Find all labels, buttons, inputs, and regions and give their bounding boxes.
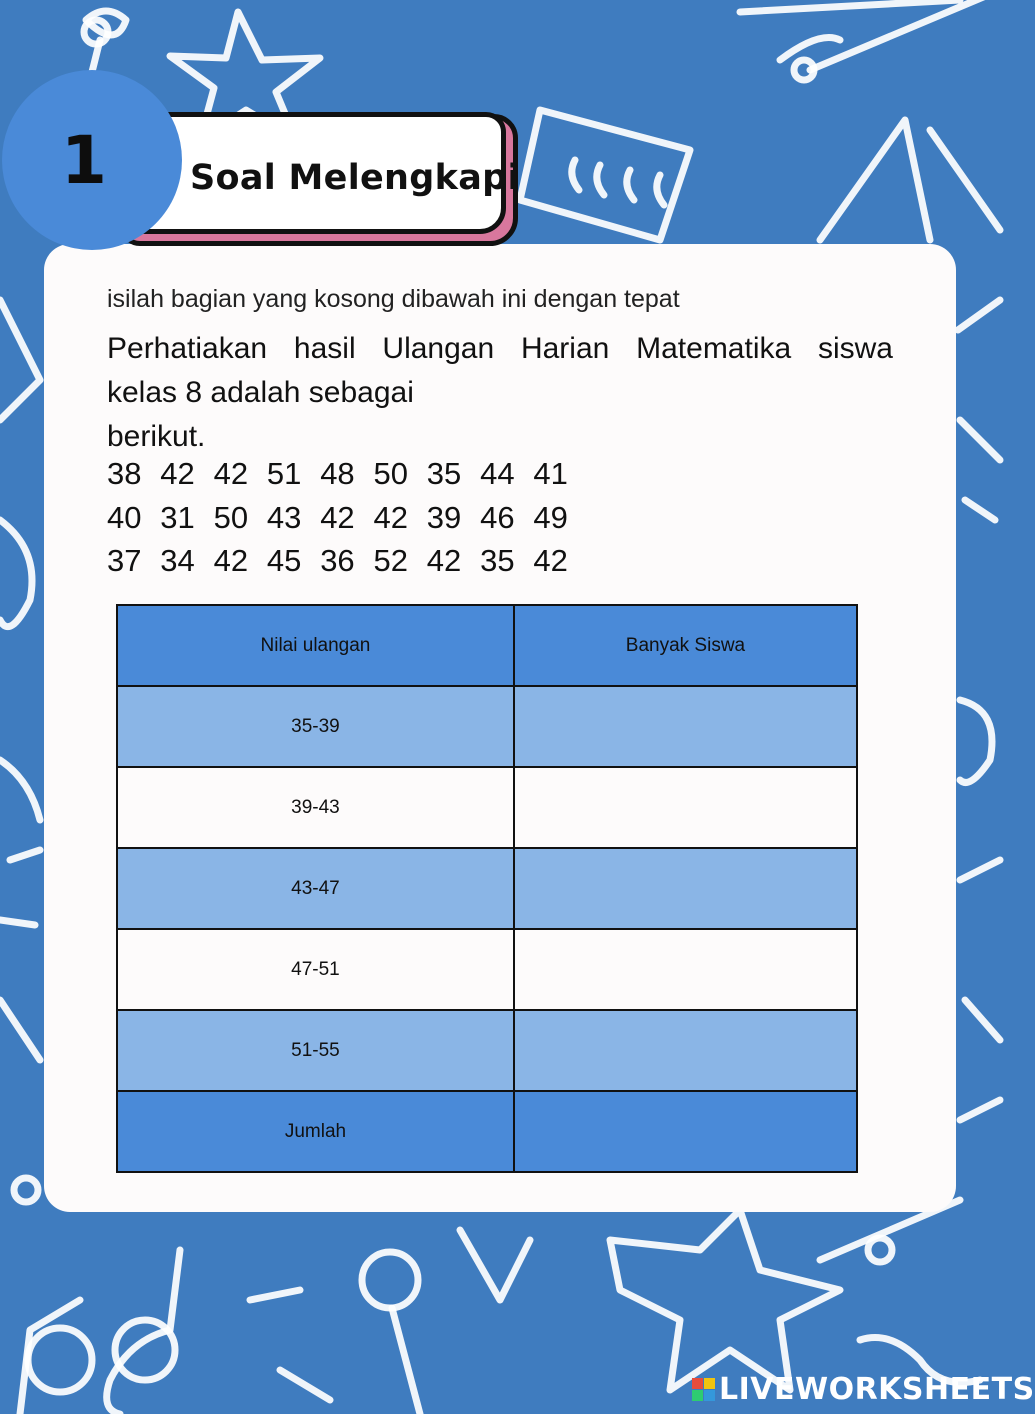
score-value: 45 [266,543,302,578]
paragraph-line-3: berikut. [107,420,206,453]
interval-cell: 47-51 [117,929,514,1010]
score-value: 36 [320,543,355,578]
liveworksheets-logo [692,1372,1035,1407]
interval-cell: 35-39 [117,686,514,767]
table-header-row [117,605,857,686]
table-row [117,1010,857,1091]
score-value: 51 [266,456,302,491]
count-input-cell[interactable] [514,848,857,929]
score-row [107,543,587,587]
score-value: 37 [107,543,142,578]
section-title: Soal Melengkapi [190,158,520,198]
score-value: 42 [373,499,408,535]
score-value: 35 [426,456,462,491]
score-value: 46 [480,499,515,535]
count-input-cell[interactable] [514,686,857,767]
score-row [107,500,587,544]
paragraph-line-2: kelas 8 adalah sebagai [107,376,414,409]
score-value: 31 [160,499,195,535]
score-value: 42 [320,499,355,535]
column-header-count: Banyak Siswa [514,605,857,686]
score-value: 42 [213,543,249,578]
problem-paragraph [107,327,893,459]
liveworksheets-wordmark: LIVEWORKSHEETS [719,1372,1035,1407]
total-label: Jumlah [117,1091,514,1172]
score-value: 52 [373,543,408,578]
interval-cell: 39-43 [117,767,514,848]
score-data [107,456,587,587]
table-total-row [117,1091,857,1172]
count-input-cell[interactable] [514,767,857,848]
score-row [107,456,587,500]
count-input-cell[interactable] [514,1010,857,1091]
score-value: 43 [266,499,302,535]
score-value: 48 [320,456,355,491]
score-value: 42 [213,456,249,491]
score-value: 42 [160,456,195,491]
table-row [117,929,857,1010]
count-input-cell[interactable] [514,929,857,1010]
interval-cell: 51-55 [117,1010,514,1091]
score-value: 49 [533,499,568,535]
total-input-cell[interactable] [514,1091,857,1172]
score-value: 50 [213,499,249,535]
liveworksheets-icon [692,1378,716,1402]
score-value: 38 [107,456,142,491]
instruction-text: isilah bagian yang kosong dibawah ini dengan tepat [107,285,680,313]
table-row [117,848,857,929]
score-value: 40 [107,499,142,535]
score-value: 50 [373,456,408,491]
paragraph-line-1: Perhatiakan hasil Ulangan Harian Matematika siswa [107,332,893,365]
score-value: 34 [160,543,195,578]
score-value: 42 [426,543,462,578]
table-row [117,767,857,848]
score-value: 35 [480,543,515,578]
question-number: 1 [61,121,107,199]
interval-cell: 43-47 [117,848,514,929]
score-value: 42 [533,543,568,578]
table-row [117,686,857,767]
score-value: 44 [480,456,515,491]
column-header-score: Nilai ulangan [117,605,514,686]
frequency-table [116,604,858,1173]
score-value: 41 [533,456,568,491]
score-value: 39 [426,499,462,535]
